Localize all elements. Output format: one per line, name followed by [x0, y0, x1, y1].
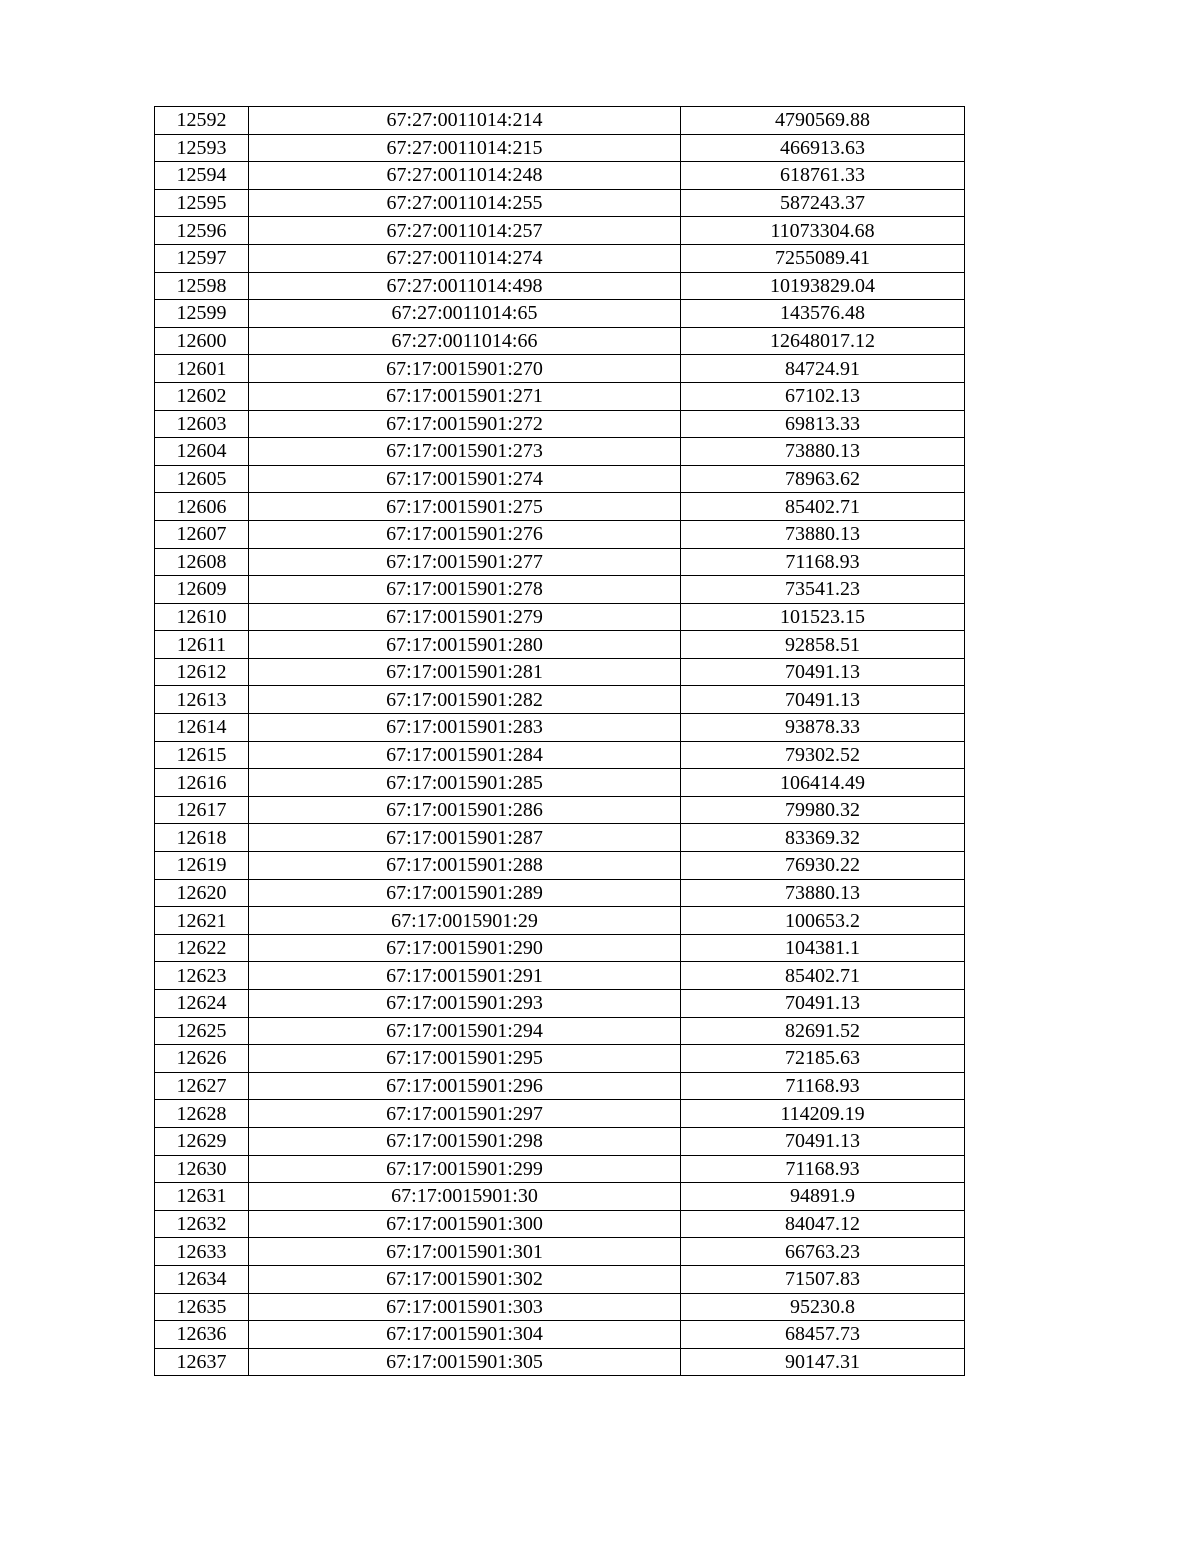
cadastral-value-cell: 79980.32: [681, 796, 965, 824]
cadastral-value-cell: 104381.1: [681, 934, 965, 962]
row-number-cell: 12631: [155, 1183, 249, 1211]
row-number-cell: 12623: [155, 962, 249, 990]
table-row: [155, 658, 965, 686]
row-number-cell: 12630: [155, 1155, 249, 1183]
table-row: [155, 741, 965, 769]
cadastral-value-cell: 4790569.88: [681, 107, 965, 135]
row-number-cell: 12621: [155, 907, 249, 935]
cadastral-number-cell: 67:17:0015901:280: [249, 631, 681, 659]
cadastral-number-cell: 67:17:0015901:281: [249, 658, 681, 686]
cadastral-number-cell: 67:17:0015901:298: [249, 1127, 681, 1155]
cadastral-value-cell: 587243.37: [681, 189, 965, 217]
cadastral-value-cell: 66763.23: [681, 1238, 965, 1266]
table-row: [155, 189, 965, 217]
cadastral-value-cell: 100653.2: [681, 907, 965, 935]
cadastral-number-cell: 67:17:0015901:275: [249, 493, 681, 521]
row-number-cell: 12596: [155, 217, 249, 245]
cadastral-value-cell: 68457.73: [681, 1321, 965, 1349]
cadastral-value-cell: 76930.22: [681, 852, 965, 880]
cadastral-number-cell: 67:27:0011014:255: [249, 189, 681, 217]
table-row: [155, 1127, 965, 1155]
cadastral-number-cell: 67:27:0011014:257: [249, 217, 681, 245]
table-row: [155, 907, 965, 935]
row-number-cell: 12592: [155, 107, 249, 135]
row-number-cell: 12619: [155, 852, 249, 880]
cadastral-value-cell: 466913.63: [681, 134, 965, 162]
table-row: [155, 1293, 965, 1321]
cadastral-number-cell: 67:17:0015901:272: [249, 410, 681, 438]
table-row: [155, 107, 965, 135]
cadastral-number-cell: 67:17:0015901:295: [249, 1045, 681, 1073]
row-number-cell: 12620: [155, 879, 249, 907]
table-row: [155, 1155, 965, 1183]
row-number-cell: 12607: [155, 520, 249, 548]
table-row: [155, 300, 965, 328]
table-row: [155, 824, 965, 852]
cadastral-value-cell: 82691.52: [681, 1017, 965, 1045]
row-number-cell: 12593: [155, 134, 249, 162]
cadastral-value-cell: 70491.13: [681, 990, 965, 1018]
cadastral-value-cell: 79302.52: [681, 741, 965, 769]
row-number-cell: 12628: [155, 1100, 249, 1128]
table-row: [155, 769, 965, 797]
cadastral-number-cell: 67:27:0011014:65: [249, 300, 681, 328]
row-number-cell: 12604: [155, 438, 249, 466]
row-number-cell: 12618: [155, 824, 249, 852]
cadastral-value-cell: 12648017.12: [681, 327, 965, 355]
cadastral-number-cell: 67:27:0011014:248: [249, 162, 681, 190]
row-number-cell: 12595: [155, 189, 249, 217]
cadastral-number-cell: 67:17:0015901:300: [249, 1210, 681, 1238]
row-number-cell: 12629: [155, 1127, 249, 1155]
cadastral-value-cell: 93878.33: [681, 714, 965, 742]
cadastral-number-cell: 67:17:0015901:294: [249, 1017, 681, 1045]
row-number-cell: 12615: [155, 741, 249, 769]
row-number-cell: 12608: [155, 548, 249, 576]
cadastral-value-cell: 71168.93: [681, 1072, 965, 1100]
table-row: [155, 1265, 965, 1293]
cadastral-value-cell: 85402.71: [681, 962, 965, 990]
cadastral-number-cell: 67:17:0015901:270: [249, 355, 681, 383]
row-number-cell: 12613: [155, 686, 249, 714]
row-number-cell: 12605: [155, 465, 249, 493]
row-number-cell: 12637: [155, 1348, 249, 1376]
row-number-cell: 12617: [155, 796, 249, 824]
cadastral-value-cell: 67102.13: [681, 382, 965, 410]
cadastral-number-cell: 67:27:0011014:274: [249, 244, 681, 272]
cadastral-number-cell: 67:17:0015901:285: [249, 769, 681, 797]
table-row: [155, 1100, 965, 1128]
cadastral-value-cell: 71507.83: [681, 1265, 965, 1293]
cadastral-value-cell: 72185.63: [681, 1045, 965, 1073]
table-row: [155, 134, 965, 162]
table-row: [155, 493, 965, 521]
table-row: [155, 990, 965, 1018]
table-row: [155, 162, 965, 190]
table-row: [155, 631, 965, 659]
cadastral-number-cell: 67:17:0015901:282: [249, 686, 681, 714]
row-number-cell: 12635: [155, 1293, 249, 1321]
cadastral-number-cell: 67:17:0015901:279: [249, 603, 681, 631]
table-row: [155, 603, 965, 631]
table-row: [155, 934, 965, 962]
cadastral-value-cell: 101523.15: [681, 603, 965, 631]
cadastral-number-cell: 67:17:0015901:283: [249, 714, 681, 742]
cadastral-value-cell: 71168.93: [681, 548, 965, 576]
table-row: [155, 355, 965, 383]
cadastral-value-cell: 106414.49: [681, 769, 965, 797]
cadastral-value-cell: 92858.51: [681, 631, 965, 659]
cadastral-value-cell: 70491.13: [681, 658, 965, 686]
cadastral-number-cell: 67:17:0015901:301: [249, 1238, 681, 1266]
row-number-cell: 12603: [155, 410, 249, 438]
table-row: [155, 382, 965, 410]
cadastral-value-cell: 85402.71: [681, 493, 965, 521]
cadastral-value-cell: 73880.13: [681, 438, 965, 466]
row-number-cell: 12636: [155, 1321, 249, 1349]
cadastral-number-cell: 67:17:0015901:302: [249, 1265, 681, 1293]
table-row: [155, 852, 965, 880]
row-number-cell: 12598: [155, 272, 249, 300]
table-row: [155, 465, 965, 493]
row-number-cell: 12624: [155, 990, 249, 1018]
cadastral-value-cell: 618761.33: [681, 162, 965, 190]
cadastral-value-cell: 70491.13: [681, 1127, 965, 1155]
table-row: [155, 1321, 965, 1349]
table-row: [155, 244, 965, 272]
row-number-cell: 12597: [155, 244, 249, 272]
cadastral-number-cell: 67:17:0015901:273: [249, 438, 681, 466]
cadastral-number-cell: 67:17:0015901:29: [249, 907, 681, 935]
cadastral-value-cell: 83369.32: [681, 824, 965, 852]
table-row: [155, 217, 965, 245]
cadastral-value-cell: 11073304.68: [681, 217, 965, 245]
row-number-cell: 12632: [155, 1210, 249, 1238]
cadastral-value-cell: 73541.23: [681, 576, 965, 604]
cadastral-number-cell: 67:17:0015901:271: [249, 382, 681, 410]
table-row: [155, 520, 965, 548]
table-row: [155, 686, 965, 714]
cadastral-number-cell: 67:17:0015901:277: [249, 548, 681, 576]
row-number-cell: 12627: [155, 1072, 249, 1100]
cadastral-value-cell: 73880.13: [681, 879, 965, 907]
table-row: [155, 1210, 965, 1238]
table-row: [155, 272, 965, 300]
table-row: [155, 1183, 965, 1211]
cadastral-value-cell: 143576.48: [681, 300, 965, 328]
cadastral-number-cell: 67:17:0015901:303: [249, 1293, 681, 1321]
row-number-cell: 12625: [155, 1017, 249, 1045]
row-number-cell: 12610: [155, 603, 249, 631]
cadastral-value-table: [154, 106, 965, 1376]
row-number-cell: 12622: [155, 934, 249, 962]
table-row: [155, 1238, 965, 1266]
row-number-cell: 12594: [155, 162, 249, 190]
row-number-cell: 12599: [155, 300, 249, 328]
table-row: [155, 1348, 965, 1376]
cadastral-number-cell: 67:17:0015901:297: [249, 1100, 681, 1128]
cadastral-value-cell: 73880.13: [681, 520, 965, 548]
row-number-cell: 12601: [155, 355, 249, 383]
row-number-cell: 12600: [155, 327, 249, 355]
row-number-cell: 12626: [155, 1045, 249, 1073]
cadastral-number-cell: 67:17:0015901:299: [249, 1155, 681, 1183]
cadastral-value-cell: 95230.8: [681, 1293, 965, 1321]
table-body: [155, 107, 965, 1376]
row-number-cell: 12616: [155, 769, 249, 797]
cadastral-number-cell: 67:17:0015901:286: [249, 796, 681, 824]
row-number-cell: 12633: [155, 1238, 249, 1266]
cadastral-number-cell: 67:17:0015901:287: [249, 824, 681, 852]
cadastral-number-cell: 67:17:0015901:284: [249, 741, 681, 769]
cadastral-number-cell: 67:17:0015901:291: [249, 962, 681, 990]
cadastral-number-cell: 67:17:0015901:30: [249, 1183, 681, 1211]
cadastral-number-cell: 67:17:0015901:305: [249, 1348, 681, 1376]
cadastral-value-cell: 69813.33: [681, 410, 965, 438]
cadastral-value-cell: 71168.93: [681, 1155, 965, 1183]
cadastral-value-cell: 7255089.41: [681, 244, 965, 272]
table-row: [155, 438, 965, 466]
cadastral-number-cell: 67:17:0015901:304: [249, 1321, 681, 1349]
row-number-cell: 12602: [155, 382, 249, 410]
cadastral-value-cell: 90147.31: [681, 1348, 965, 1376]
cadastral-value-cell: 114209.19: [681, 1100, 965, 1128]
table-row: [155, 714, 965, 742]
table-row: [155, 410, 965, 438]
row-number-cell: 12614: [155, 714, 249, 742]
cadastral-value-cell: 84724.91: [681, 355, 965, 383]
cadastral-number-cell: 67:17:0015901:288: [249, 852, 681, 880]
table-row: [155, 576, 965, 604]
table-row: [155, 1045, 965, 1073]
row-number-cell: 12612: [155, 658, 249, 686]
table-row: [155, 327, 965, 355]
row-number-cell: 12606: [155, 493, 249, 521]
table-row: [155, 1017, 965, 1045]
table-row: [155, 1072, 965, 1100]
row-number-cell: 12611: [155, 631, 249, 659]
cadastral-number-cell: 67:17:0015901:274: [249, 465, 681, 493]
cadastral-number-cell: 67:27:0011014:498: [249, 272, 681, 300]
cadastral-value-cell: 94891.9: [681, 1183, 965, 1211]
cadastral-number-cell: 67:17:0015901:296: [249, 1072, 681, 1100]
cadastral-value-cell: 10193829.04: [681, 272, 965, 300]
cadastral-number-cell: 67:27:0011014:214: [249, 107, 681, 135]
cadastral-value-cell: 70491.13: [681, 686, 965, 714]
table-row: [155, 962, 965, 990]
cadastral-number-cell: 67:17:0015901:276: [249, 520, 681, 548]
table-row: [155, 548, 965, 576]
cadastral-value-cell: 78963.62: [681, 465, 965, 493]
cadastral-number-cell: 67:17:0015901:278: [249, 576, 681, 604]
cadastral-number-cell: 67:17:0015901:290: [249, 934, 681, 962]
cadastral-number-cell: 67:27:0011014:215: [249, 134, 681, 162]
table-row: [155, 879, 965, 907]
cadastral-number-cell: 67:17:0015901:289: [249, 879, 681, 907]
cadastral-value-cell: 84047.12: [681, 1210, 965, 1238]
cadastral-number-cell: 67:27:0011014:66: [249, 327, 681, 355]
table-row: [155, 796, 965, 824]
row-number-cell: 12609: [155, 576, 249, 604]
row-number-cell: 12634: [155, 1265, 249, 1293]
cadastral-number-cell: 67:17:0015901:293: [249, 990, 681, 1018]
